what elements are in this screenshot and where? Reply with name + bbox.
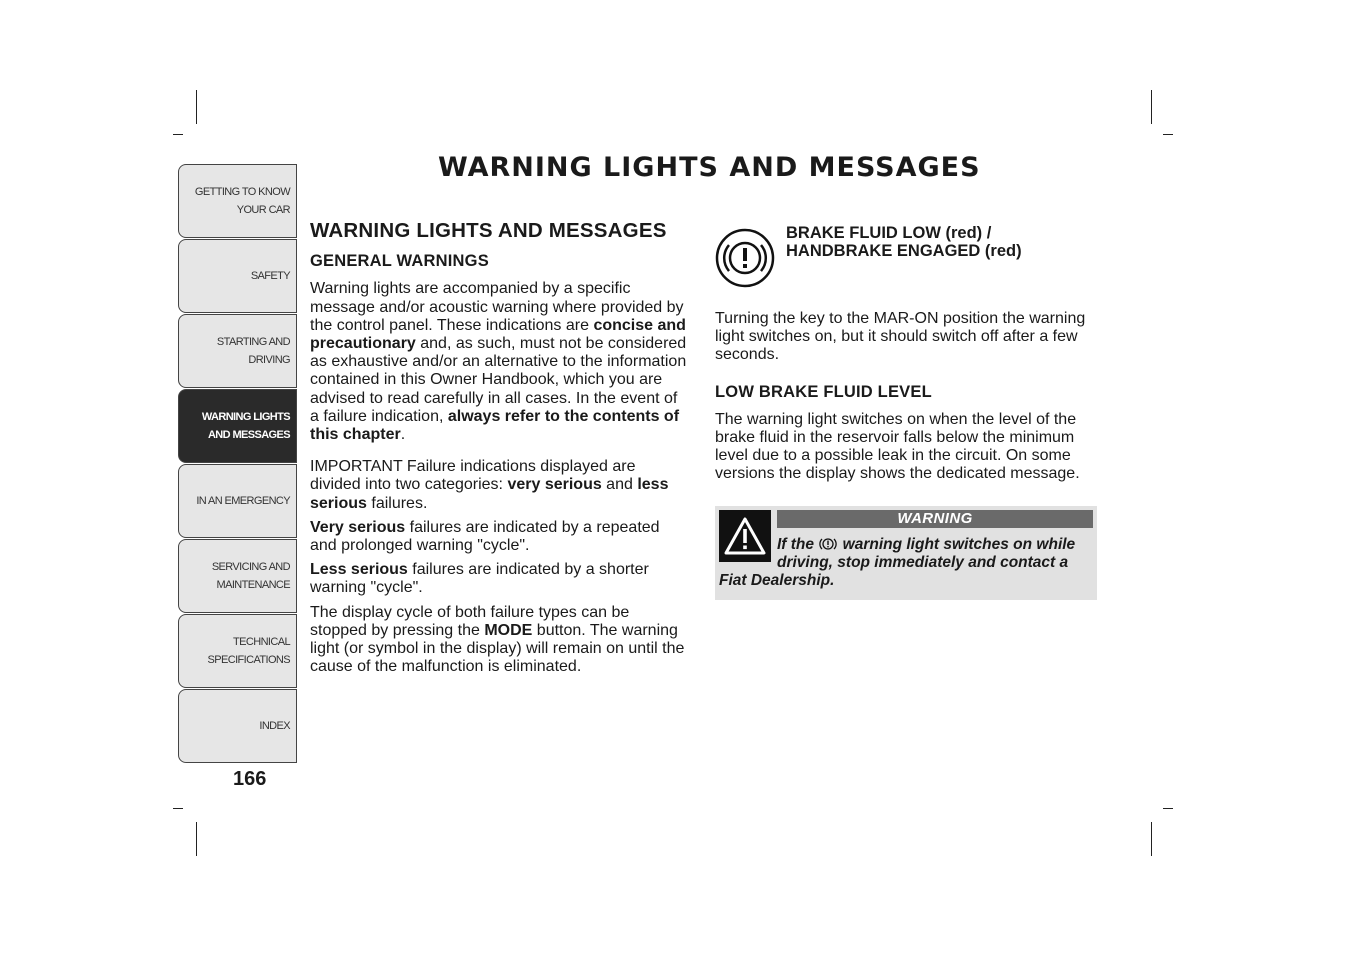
tab-safety[interactable]: SAFETY [178, 239, 297, 313]
brake-title: BRAKE FLUID LOW (red) / HANDBRAKE ENGAGED (red) [786, 224, 1022, 261]
paragraph: The display cycle of both failure types can be stopped by pressing the MODE button. The warning light (or symbol in the display) will remain on until the cause of the malfunction is eliminated. [310, 603, 685, 676]
paragraph: The warning light switches on when the level of the brake fluid in the reservoir falls below the minimum level due to a possible leak in the circuit. On some versions the display shows the dedicated message. [715, 410, 1080, 483]
tab-in-an-emergency[interactable]: IN AN EMERGENCY [178, 464, 297, 538]
paragraph: Very serious failures are indicated by a repeated and prolonged warning "cycle". [310, 518, 660, 555]
paragraph: Less serious failures are indicated by a shorter warning "cycle". [310, 561, 649, 597]
warning-box [715, 506, 1097, 601]
crop-mark [1163, 134, 1173, 135]
tab-starting-and-driving[interactable]: STARTING AND DRIVING [178, 314, 297, 388]
tab-servicing[interactable]: SERVICING AND MAINTENANCE [178, 539, 297, 613]
brake-header [715, 222, 1097, 302]
paragraph: Turning the key to the MAR-ON position the warning light switches on, but it should switch off after a few seconds. [715, 310, 1086, 364]
warning-label: WARNING [777, 510, 1093, 528]
paragraph: Warning lights are accompanied by a specific message and/or acoustic warning where provided by the control panel. These indications are concise and precautionary and, as such, must not be considered as exhaustive and/or an alternative to the information contained in this Owner Handbook, which you are advised to read carefully in all cases. In the event of a failure indication, always refer to the contents of this chapter. [310, 280, 687, 444]
page-title: WARNING LIGHTS AND MESSAGES [438, 152, 981, 183]
crop-mark [196, 90, 197, 124]
tab-warning-lights[interactable]: WARNING LIGHTS AND MESSAGES [178, 389, 297, 463]
warning-triangle-icon [719, 510, 771, 562]
brake-warning-icon [818, 536, 838, 552]
warning-text: If the warning light switches on while driving, stop immediately and contact a Fiat Dealership. [719, 535, 1076, 590]
tab-getting-to-know[interactable]: GETTING TO KNOW YOUR CAR [178, 164, 297, 238]
subsection-title: GENERAL WARNINGS [310, 252, 489, 271]
left-column [310, 219, 690, 682]
chapter-tabs [178, 164, 297, 764]
right-column [715, 222, 1097, 600]
brake-warning-icon [715, 228, 775, 288]
crop-mark [173, 808, 183, 809]
tab-technical-specifications[interactable]: TECHNICAL SPECIFICATIONS [178, 614, 297, 688]
crop-mark [1151, 90, 1152, 124]
section-title: WARNING LIGHTS AND MESSAGES [310, 219, 667, 242]
paragraph: IMPORTANT Failure indications displayed are divided into two categories: very serious and less serious failures. [310, 458, 669, 512]
tab-index[interactable]: INDEX [178, 689, 297, 763]
subsection-title: LOW BRAKE FLUID LEVEL [715, 382, 932, 401]
crop-mark [1151, 822, 1152, 856]
crop-mark [1163, 808, 1173, 809]
page-number: 166 [233, 768, 267, 790]
crop-mark [173, 134, 183, 135]
crop-mark [196, 822, 197, 856]
